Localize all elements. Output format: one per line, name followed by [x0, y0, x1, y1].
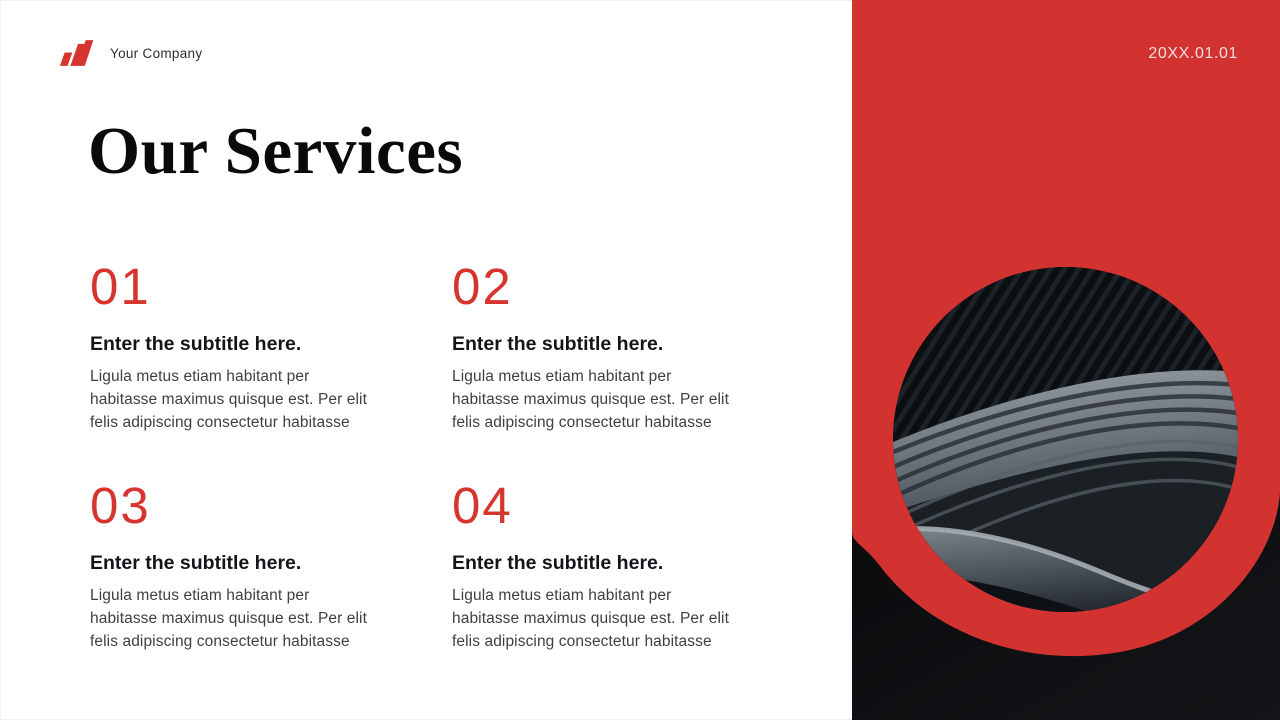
service-body-line: habitasse maximus quisque est. Per elit	[452, 609, 730, 627]
service-number: 04	[452, 477, 513, 534]
company-name: Your Company	[110, 46, 203, 61]
service-body-line: habitasse maximus quisque est. Per elit	[452, 390, 730, 408]
service-body-line: Ligula metus etiam habitant per	[90, 368, 310, 385]
service-number: 03	[90, 477, 151, 534]
service-body	[90, 366, 405, 434]
service-subtitle: Enter the subtitle here.	[90, 552, 302, 574]
silk-waves-illustration	[893, 267, 1238, 612]
service-body-line: felis adipiscing consectetur habitasse	[90, 632, 350, 650]
service-body-line: felis adipiscing consectetur habitasse	[90, 413, 350, 431]
service-body-line: habitasse maximus quisque est. Per elit	[90, 390, 368, 408]
silk-waves-photo	[893, 267, 1238, 612]
service-body	[90, 585, 405, 653]
service-item-4	[452, 477, 767, 653]
service-item-3	[90, 477, 405, 653]
speed-bars-icon	[57, 39, 101, 68]
side-panel	[852, 0, 1280, 720]
service-body-line: felis adipiscing consectetur habitasse	[452, 413, 712, 431]
service-number: 01	[90, 258, 151, 315]
service-body-line: habitasse maximus quisque est. Per elit	[90, 609, 368, 627]
service-subtitle: Enter the subtitle here.	[452, 333, 664, 355]
service-body-line: Ligula metus etiam habitant per	[452, 368, 672, 385]
service-body-line: Ligula metus etiam habitant per	[90, 587, 310, 604]
service-item-1	[90, 258, 405, 434]
page-title: Our Services	[88, 114, 464, 188]
slide-date: 20XX.01.01	[1148, 45, 1238, 62]
service-item-2	[452, 258, 767, 434]
service-body-line: Ligula metus etiam habitant per	[452, 587, 672, 604]
service-subtitle: Enter the subtitle here.	[452, 552, 664, 574]
service-number: 02	[452, 258, 513, 315]
service-body-line: felis adipiscing consectetur habitasse	[452, 632, 712, 650]
company-logo	[57, 39, 202, 68]
service-body	[452, 585, 767, 653]
service-subtitle: Enter the subtitle here.	[90, 333, 302, 355]
service-body	[452, 366, 767, 434]
